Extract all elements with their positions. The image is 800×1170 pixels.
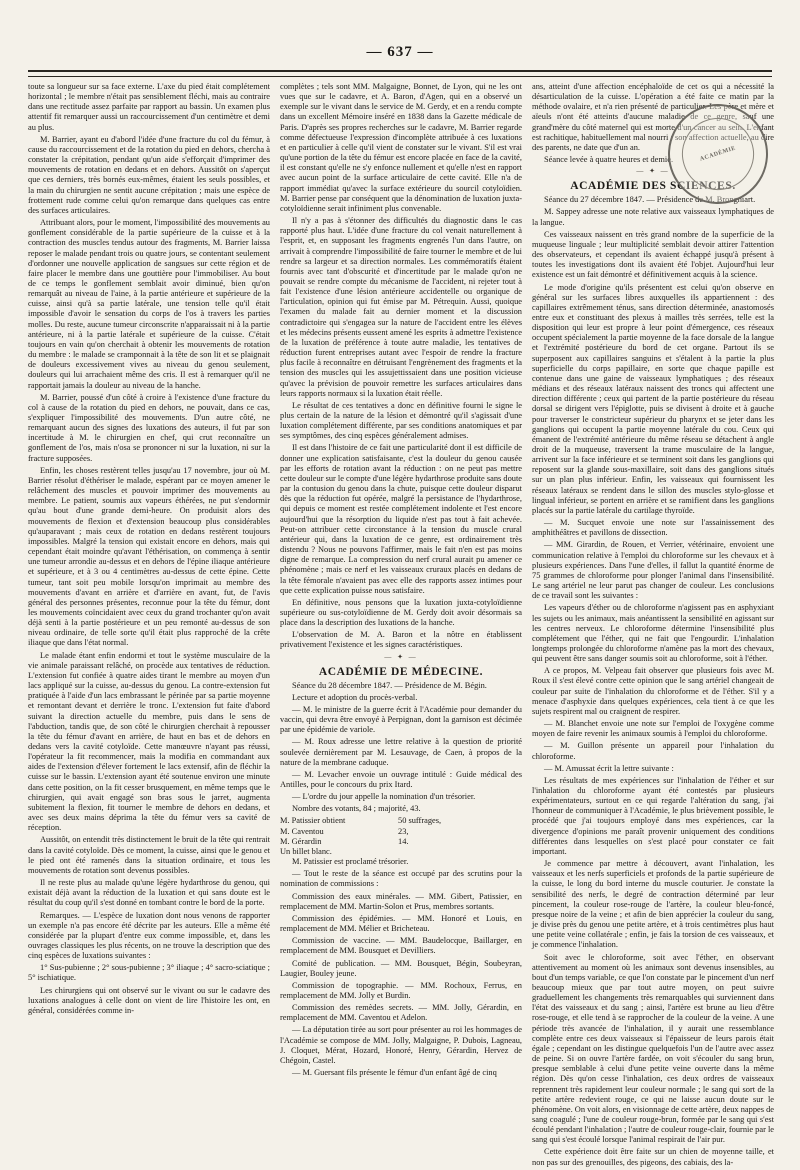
column-1 xyxy=(28,82,270,1170)
paragraph: Séance du 27 décembre 1847. — Présidence de M. Brongniart. xyxy=(544,195,756,205)
paragraph: Nombre des votants, 84 ; majorité, 43. xyxy=(292,804,421,814)
paragraph: toute sa longueur sur sa face externe. L'axe du pied était complétement horizontal ; le membre n'était pas sensiblement fléchi, mais au contraire dans une rectitude assez parfaite par rapport au bassin. Un examen plus attentif fit remarquer aussi un raccourcissement d'un centimètre et demi au plus. xyxy=(28,82,270,132)
vote-row xyxy=(280,837,522,847)
vote-name: M. Patissier obtient xyxy=(280,816,346,826)
paragraph: Commission de topographie. — MM. Rochoux, Ferrus, en remplacement de MM. Jolly et Burdin. xyxy=(280,980,522,1000)
paragraph: — La députation tirée au sort pour présenter au roi les hommages de l'Académie se compose de MM. Jolly, Malgaigne, P. Dubois, Lagneau, J. Cloquet, Mérat, Hozard, Honoré, Henry, Gérardin, Hervez de Chégoin, Castel. xyxy=(280,1025,522,1065)
vote-row xyxy=(280,827,522,837)
vote-row xyxy=(280,847,522,857)
ornament-divider: — ✦ — xyxy=(636,167,670,176)
vote-row xyxy=(280,816,522,826)
paragraph: — M. Blanchet envoie une note sur l'emploi de l'oxygène comme moyen de faire revenir les animaux soumis à l'emploi du chloroforme. xyxy=(532,719,774,739)
paragraph: Comité de publication. — MM. Bousquet, Bégin, Soubeyran, Laugier, Bouley jeune. xyxy=(280,958,522,978)
paragraph: ans, atteint d'une affection encéphaloïde de cet os qui a nécessité la désarticulation de la cuisse. L'opération a été faite ce matin par la méthode ovalaire, et n'a rien présenté de particulier. Les père et mère et aïeuls n'ont été atteints d'aucune maladie de ce genre, sauf une grand'mère du côté maternel qui est morte d'un cancer au sein. L'enfant est rachitique, habituellement mal nourri : son affection actuelle, au dire des parents, ne date que d'un an. xyxy=(532,82,774,152)
section-heading: ACADÉMIE DE MÉDECINE. xyxy=(318,665,484,678)
paragraph: M. Barrier, ayant eu d'abord l'idée d'une fracture du col du fémur, à cause du raccourcissement et de la rotation du pied en dehors, chercha à constater la crépitation, pendant qu'un aide s'efforçait d'imprimer des mouvements de rotation en dedans et en dehors. Aussitôt on s'aperçut que ces derniers, très bornés eux-mêmes, étaient les seuls possibles, et la main du chirurgien ne sentit aucune crépitation ; mais une espèce de frottement rude comme celui qu'on remarque dans quelques cas entre des surfaces articulaires. xyxy=(28,134,270,215)
page-number: — 637 — xyxy=(366,44,434,60)
paragraph: Commission des épidémies. — MM. Honoré et Louis, en remplacement de MM. Mélier et Bricheteau. xyxy=(280,913,522,934)
paragraph: Il ne reste plus au malade qu'une légère hydarthrose du genou, qui existait déjà avant la réduction de la luxation et qui sans doute est le résultat du coup qu'il s'est donné en tombant contre le bord de la porte. xyxy=(28,878,270,908)
section-heading: ACADÉMIE DES SCIENCES. xyxy=(570,180,736,193)
paragraph: M. Barrier, poussé d'un côté à croire à l'existence d'une fracture du col à cause de la rotation du pied en dehors, ne pouvait, dans ce cas, s'expliquer l'impossibilité des mouvements. D'un autre côté, ne remarquant aucun des signes des luxations des auteurs, il fut par son incertitude à M. le chirurgien en chef, qui crut reconnaître un gonflement de l'os, mais n'osa se prononcer ni sur la luxation, ni sur la fracture supposées. xyxy=(28,392,270,463)
paragraph: — MM. Girardin, de Rouen, et Verrier, vétérinaire, envoient une communication relative à l'emploi du chloroforme sur les chevaux et à plusieurs expériences. Dans l'une d'elles, il fallut la quantité énorme de 75 grammes de chloroforme pour plonger l'animal dans l'insensibilité. Le sang artériel ne leur parut pas changer de couleur. Les conclusions de ce travail sont les suivantes : xyxy=(532,540,774,601)
paragraph: Je commence par mettre à découvert, avant l'inhalation, les vaisseaux et les nerfs superficiels et profonds de la partie supérieure de la cuisse, le long du bord interne du muscle couturier. Je constate la sensibilité des nerfs, le degré de contraction déterminé par leur pincement, la couleur rose-rouge de l'artère, la couleur bleu-foncé, presque noire de la veine ; et afin de bien apprécier la couleur du sang, je divise près du genou une petite artère, et à trois centimètres plus haut une petite veine collatérale ; enfin, je fais la torsion de ces vaisseaux, et je commence l'inhalation. xyxy=(532,859,774,950)
paragraph: — M. Guersant fils présente le fémur d'un enfant âgé de cinq xyxy=(292,1068,497,1078)
paragraph: A ce propos, M. Velpeau fait observer que plusieurs fois avec M. Roux il s'est élevé contre cette opinion que le sang artériel changeait de couleur par suite de l'inhalation du chloroforme et de l'éther. S'il y a menace d'asphyxie dans quelques expériences, cela tient à ce que les sujets respirent mal ou craignent de respirer. xyxy=(532,666,774,716)
paragraph: — L'ordre du jour appelle la nomination d'un trésorier. xyxy=(292,792,476,802)
vote-name: Un billet blanc. xyxy=(280,846,332,856)
paragraph: Les résultats de mes expériences sur l'inhalation de l'éther et sur l'inhalation du chloroforme ayant été contestés par plusieurs expérimentateurs, surtout en ce qui regarde l'altération du sang, j'ai l'honneur de communiquer à l'Académie, le plus brièvement possible, le procédé que j'ai toujours employé dans mes expériences, car la divergence d'opinions me paraît provenir uniquement des conditions différentes dans lesquelles on s'est placé pour constater ce fait important. xyxy=(532,775,774,856)
stamp-ring: ACADÉMIE xyxy=(673,109,764,200)
paragraph: Séance du 28 décembre 1847. — Présidence de M. Bégin. xyxy=(292,680,487,690)
vote-count: 23, xyxy=(398,826,409,836)
paragraph: M. Sappey adresse une note relative aux vaisseaux lymphatiques de la langue. xyxy=(532,207,774,227)
paragraph: Attribuant alors, pour le moment, l'impossibilité des mouvements au gonflement considérable de la partie supérieure de la cuisse et à la contraction des muscles tendus autour des fragments, M. Barrier laissa reposer le malade pendant trois ou quatre jours, se contentant seulement d'ordonner une nouvelle application de sangsues sur cette région et de faire placer le membre dans une gouttière pour l'immobiliser. Au bout de ce temps le gonflement semblait avoir diminué, bien qu'on remarquât au niveau de l'aine, à la partie antérieure et supérieure de la cuisse, ainsi qu'à sa partie latérale, une tension telle qu'il était impossible d'avoir le sensation du corps de l'os à travers les parties molles. Du reste, aucune tumeur circonscrite n'apparaissait ni à la partie antérieure, ni à la partie latérale et supérieure de la cuisse. C'était toujours en vain qu'on cherchait à obtenir les mouvements de rotation du membre : le malade se cramponnait à la tête de son lit et se plaignait de douleurs excessivement vives au niveau du genou seulement, douleurs qui lui arrachaient même des cris. Il est à remarquer qu'il ne rapportait jamais la douleur au niveau de la hanche. xyxy=(28,218,270,390)
paragraph: Cette expérience doit être faite sur un chien de moyenne taille, et non pas sur des grenouilles, des pigeons, des cabiais, des la- xyxy=(532,1147,774,1167)
paragraph: L'observation de M. A. Baron et la nôtre en établissent privativement l'existence et les signes caractéristiques. xyxy=(280,630,522,650)
paragraph: Soit avec le chloroforme, soit avec l'éther, en observant attentivement au moment où les animaux sont devenus insensibles, au bout d'un temps variable, ce que l'on constate par le pincement d'un nerf beaucoup mieux que par tout autre moyen, on peut suivre graduellement les changements très remarquables qui surviennent dans l'état des vaisseaux et du sang ; ainsi, l'artère est brune au lieu d'être rose-rouge, et elle tend à se rapprocher de la couleur de la veine. A une période très avancée de l'inhalation, il y aurait une ressemblance complète entre ces deux vaisseaux si l'épaisseur de leurs parois était égale ; cependant on les distingue quelquefois l'un de l'autre avec assez de peine. Si on ouvre l'artère fardée, on voit s'écouler du sang brun, presque semblable à celui d'une petite veine ouverte dans la même région. Dès qu'on cesse l'inhalation, ces deux ordres de vaisseaux reprennent très rapidement leur couleur normale ; le sang qui sort de la petite artère redevient rouge, ce qui ne laisse aucun doute sur le phénomène. On voit alors, en visionnage de cette artère, deux nappes de sang coagulé ; l'une de couleur rouge-brun, formée par le sang qui s'est écoulé pendant l'inhalation ; l'autre de couleur rouge-clair, fournie par le sang qui s'est écoulé lorsque l'animal respirait de l'air pur. xyxy=(532,952,774,1145)
paragraph: Commission des remèdes secrets. — MM. Jolly, Gérardin, en remplacement de MM. Caventou et Adelon. xyxy=(280,1003,522,1023)
paragraph: Les chirurgiens qui ont observé sur le vivant ou sur le cadavre des luxations analogues à celle dont on vient de lire l'histoire les ont, en général, considérées comme in- xyxy=(28,985,270,1015)
paragraph: M. Patissier est proclamé trésorier. xyxy=(292,857,409,867)
paragraph: — M. Sucquet envoie une note sur l'assainissement des amphithéâtres et pavillons de dissection. xyxy=(532,518,774,538)
vote-name: M. Caventou xyxy=(280,826,324,836)
paragraph: complètes ; tels sont MM. Malgaigne, Bonnet, de Lyon, qui ne les ont vues que sur le cadavre, et A. Baron, d'Agen, qui en a observé un exemple sur le vivant dans le service de M. Gerdy, et en a rendu compte dans un excellent Mémoire inséré en 1838 dans la Gazette médicale de Paris. D'après ses propres recherches sur le cadavre, M. Barrier regarde comme défectueuse l'expression d'incomplète attribuée à ces luxations et en particulier à celle qu'il vient de constater sur le vivant. S'il est vrai qu'une portion de la tête du fémur est encore placée en face de la cavité, il est constant qu'elle ne s'y enfonce nullement et qu'elle n'est en rapport avec aucun point de la surface articulaire de cette cavité. Elle n'a de rapport immédiat qu'avec la surface extérieure du sourcil cotyloïdien. M. Barrier pense par conséquent que la dénomination de luxation juxta-cotyloïdienne serait infiniment plus convenable. xyxy=(280,82,522,213)
paragraph: Séance levée à quatre heures et demie. xyxy=(544,155,674,165)
paragraph: — Tout le reste de la séance est occupé par des scrutins pour la nomination de commissions : xyxy=(280,869,522,889)
column-2 xyxy=(280,82,522,1170)
paragraph: Le résultat de ces tentatives a donc en définitive fourni le signe le plus certain de la nature de la lésion et démontré qu'il s'agissait d'une luxation complétement différente, par ses conditions anatomiques et par ses symptômes, des cinq espèces généralement admises. xyxy=(280,400,522,441)
paragraph: Commission des eaux minérales. — MM. Gibert, Patissier, en remplacement de MM. Martin-Solon et Prus, membres sortants. xyxy=(280,891,522,911)
paragraph: Il est dans l'histoire de ce fait une particularité dont il est difficile de donner une explication satisfaisante, c'est la douleur du genou causée par les efforts de rotation avant la réduction : on ne peut pas mettre cette douleur sur le compte d'une légère hydarthrose produite sans doute par la contusion du genou dans la chute, puisque cette douleur disparut dès que la réduction fut opérée, malgré la persistance de l'hydarthrose, qui depuis ce moment est restée complétement indolente et l'est encore aujourd'hui que la résorption du liquide n'est pas tout à fait achevée. Peut-on attribuer cette circonstance à la tension du muscle crural antérieur qui, dans la luxation de ce genre, est ordinairement très distendu ? Nous ne pouvons l'affirmer, mais le fait n'en est pas moins digne de remarque. La compression du nerf crural aurait pu amener ce phénomène ; mais ce nerf et les vaisseaux cruraux placés en dedans de la tête fémorale n'avaient pas avec elle des rapports assez intimes pour que cette explication puisse nous satisfaire. xyxy=(280,443,522,595)
paragraph: Le mode d'origine qu'ils présentent est celui qu'on observe en général sur les surfaces libres auxquelles ils appartiennent : des capillaires extrêmement ténus, sans direction déterminée, anastomosés entre eux et constituant des plexus à mailles très serrées, telle est la disposition qui leur est propre à leur point d'émergence, ces réseaux occupent spécialement la partie moyenne de la face dorsale de la langue et l'extrémité postérieure du bord de cet organe. Partout ils se superposent aux capillaires sanguins et s'étalent à la partie la plus superficielle du corps papillaire, en sorte que chaque papille est contenue dans une gaine de vaisseaux lymphatiques ; des réseaux médians et des réseaux latéraux naissent des troncs qui affectent une direction différente ; ceux qui partent de la partie postérieure du réseau dorsal se dirigent vers l'épiglotte, puis se divisent à droite et à gauche pour traverser le constricteur supérieur du pharynx et se jeter dans les ganglions qui occupent la partie moyenne latérale du cou. Ceux qui émanent de l'extrémité antérieure du même réseau se détachent à angle droit de la muqueuse, traversent la trame musculaire de la langue, arrivent sur la face inférieure et se terminent soit dans les ganglions qui reposent sur la glande sous-maxillaire, soit dans des ganglions situés sur un plan plus inférieur. Enfin, les vaisseaux qui fournissent les réseaux latéraux se rendent dans le sillon des muscles stylo-glosse et lingual inférieur, se portent en arrière et se ramifient dans les ganglions placés sur la partie latérale du cartilage thyroïde. xyxy=(532,282,774,515)
paragraph: — M. le ministre de la guerre écrit à l'Académie pour demander du vaccin, qui devra être envoyé à Perpignan, dont la garnison est décimée par une épidémie de variole. xyxy=(280,704,522,735)
paragraph: Le malade étant enfin endormi et tout le système musculaire de la vie animale paraissant relâché, on procède aux tentatives de réduction. L'extension fut confiée à quatre aides tirant le membre au moyen d'un lacs appliqué sur la cuisse, au-dessus du genou. La contre-extension fut pratiquée à l'aide d'un lacs embrassant le périnée par sa partie moyenne et remontant devant et derrière le tronc. L'extension fut faite d'abord suivant la direction actuelle du membre, puis dans le sens de l'abduction, tandis que, de son côté le chirurgien cherchait à repousser la tête du fémur d'avant en arrière, de haut en bas et de dehors en dedans vers la cavité cotyloïde. Cette manœuvre n'ayant pas réussi, l'opérateur la fit recommencer, mais la modifia en commandant aux aides de l'extension d'élever fortement le lacs extensif, afin de fléchir la cuisse sur le bassin. L'extension ayant été soutenue environ une minute dans cette position, on la fit cesser brusquement, en même temps que le chirurgien, qui avait engagé son bras sous le jarret, augmenta subitement la flexion, fit tourner le membre de dehors en dedans, et avec ses deux mains déprima la tête du fémur vers sa cavité de réception. xyxy=(28,650,270,833)
paragraph: Aussitôt, on entendit très distinctement le bruit de la tête qui rentrait dans la cavité cotyloïde. Dès ce moment, la cuisse, ainsi que le genou et le pied ont été ramenés dans la situation ordinaire, et tous les mouvements de rotation sont devenus possibles. xyxy=(28,835,270,875)
paragraph: 1° Sus-pubienne ; 2° sous-pubienne ; 3° iliaque ; 4° sacro-sciatique ; 5° ischiatique. xyxy=(28,963,270,983)
column-3 xyxy=(532,82,774,1170)
ornament-divider: — ✦ — xyxy=(384,652,418,661)
paragraph: Ces vaisseaux naissent en très grand nombre de la superficie de la muqueuse linguale ; leur multiplicité semblait devoir attirer l'attention des observateurs, et cependant ils avaient échappé jusqu'à présent à toutes les investigations dont ils avaient été l'objet. Aujourd'hui leur existence est un fait démontré et définitivement acquis à la science. xyxy=(532,229,774,280)
paragraph: Il n'y a pas à s'étonner des difficultés du diagnostic dans le cas rapporté plus haut. L'idée d'une fracture du col venait naturellement à l'esprit, et, en supposant les fragments engrenés l'un dans l'autre, on arrivait à comprendre l'impossibilité de faire tourner le membre et de lui rendre sa largeur et sa direction normales. Les commémoratifs étaient fournis avec tant d'obscurité et d'incertitude par le malade qu'on ne pouvait se rendre compte du mécanisme de l'accident, ni rejeter tout à fait l'existence d'une lésion antérieure accidentelle ou organique de l'articulation, opinion qui fut émise par M. Pétrequin. Aussi, quoique l'examen du malade fait au dernier moment et la discussion contradictoire qui s'engagea sur la nature de l'accident entre les élèves et les médecins présents eussent amené les esprits à admettre l'existence de la luxation de préférence à toute autre maladie, les tentatives de réduction furent entreprises autant avec l'espoir de rendre la fracture plus facile à reconnaître en détruisant l'engrènement des fragments et la tension des muscles qui les assujettissaient dans une position vicieuse qu'avec la prévision de pouvoir remettre les surfaces articulaires dans leurs rapports normaux si la luxation était réelle. xyxy=(280,216,522,398)
paragraph: — M. Levacher envoie un ouvrage intitulé : Guide médical des Antilles, pour le concours du prix Itard. xyxy=(280,769,522,789)
paragraph: Remarques. — L'espèce de luxation dont nous venons de rapporter un exemple n'a pas encore été décrite par les auteurs. Elle a même été considérée par la plupart d'entre eux comme impossible, et, dans les ouvrages classiques les plus récents, on ne trouve la description que des cinq espèces de luxations suivantes : xyxy=(28,910,270,961)
text-columns xyxy=(28,82,774,1167)
paragraph: — M. Amussat écrit la lettre suivante : xyxy=(544,763,674,773)
vote-name: M. Gérardin xyxy=(280,836,322,846)
vote-count: 14. xyxy=(398,836,409,846)
paragraph: Commission de vaccine. — MM. Baudelocque, Baillarger, en remplacement de MM. Bousquet et Devilliers. xyxy=(280,936,522,956)
paragraph: Enfin, les choses restèrent telles jusqu'au 17 novembre, jour où M. Barrier résolut d'éthériser le malade, espérant par ce moyen amener le relâchement des muscles et pouvoir imprimer des mouvements au membre. Le patient, soumis aux vapeurs éthérées, ne put s'endormir qu'au bout d'une grande demi-heure. On produisit alors des mouvements de flexion et d'extension beaucoup plus considérables qu'auparavant ; mais ceux de rotation en dedans restèrent toujours impossibles. Malgré la tension qui existait encore en dehors, mais qui cependant était moindre qu'avant l'éthérisation, on commença à sentir une tumeur arrondie au-dessus et en dehors de l'épine iliaque antérieure et supérieure, et à 3 ou 4 centimètres au-dessus de cette épine. Cette tumeur, tant soit peu mobile lorsqu'on imprimait au membre des mouvements d'avant en arrière et d'arrière en avant, fut, de l'avis général des personnes présentes, reconnue pour la tête du fémur, dont les mouvements coïncidaient avec ceux du grand trochanter qu'on avait déjà senti à la partie postérieure et un peu remonté au-dessus de son niveau ordinaire, de telle sorte qu'il était plus rapproché de la crête iliaque que dans l'état normal. xyxy=(28,465,270,648)
header-rule xyxy=(28,70,772,77)
vote-count: 50 suffrages, xyxy=(398,816,442,826)
paragraph: Lecture et adoption du procès-verbal. xyxy=(292,692,418,702)
paragraph: — M. Guillon présente un appareil pour l'inhalation du chloroforme. xyxy=(532,741,774,761)
paragraph: — M. Roux adresse une lettre relative à la question de priorité soulevée dernièrement par M. Lesauvage, de Caen, à propos de la nature de la membrane caduque. xyxy=(280,737,522,767)
paragraph: En définitive, nous pensons que la luxation juxta-cotyloïdienne supérieure ou sus-cotyloïdienne de M. Gerdy doit avoir désormais sa place dans la description des luxations de la hanche. xyxy=(280,597,522,628)
paragraph: Les vapeurs d'éther ou de chloroforme n'agissent pas en asphyxiant les sujets ou les animaux, mais anéantissent la sensibilité en agissant sur les centres nerveux. Le chloroforme détermine l'insensibilité plus complétement que l'éther, qui ne fait que l'engourdir. L'inhalation longtemps prolongée du chloroforme n'amène pas la mort des chevaux, qui peuvent être sans danger soumis soit au chloroforme, soit à l'éther. xyxy=(532,603,774,664)
